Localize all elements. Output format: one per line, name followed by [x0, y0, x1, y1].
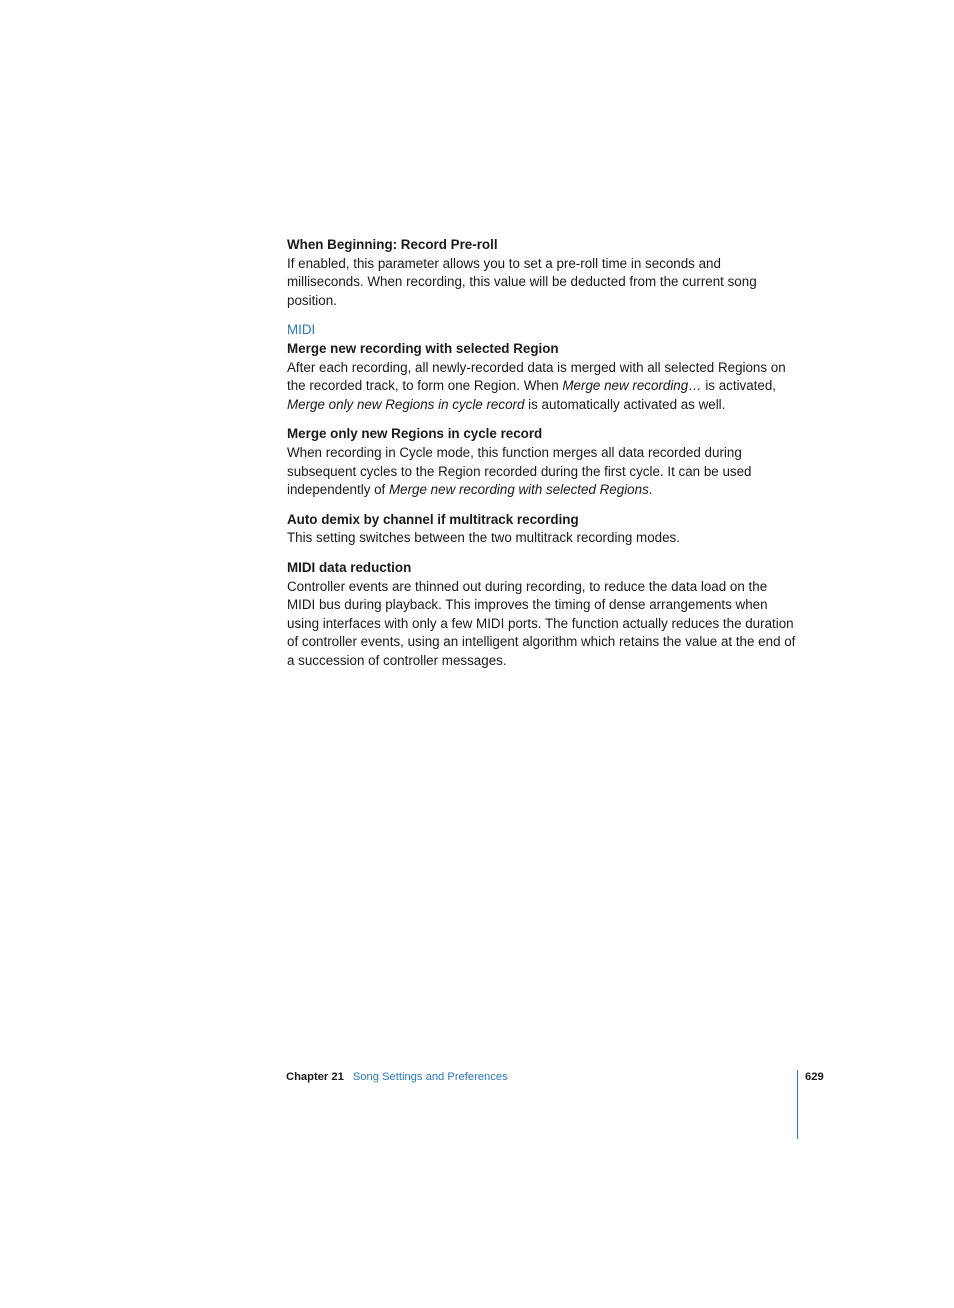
definition-term: Auto demix by channel if multitrack recording [287, 511, 579, 527]
chapter-label: Chapter 21 [286, 1071, 344, 1083]
definition-term: When Beginning: Record Pre-roll [287, 237, 498, 252]
footer-chapter [286, 1069, 508, 1085]
chapter-title: Song Settings and Preferences [352, 1071, 508, 1083]
text-run: Controller events are thinned out during recording, to reduce the data load on the MIDI bus during playback. This improves the timing of dense arrangements when using interfaces with only a few MIDI ports. The function actually reduces the duration of controller events, using an intelligent algorithm which retains the value at the end of a succession of controller messages. [287, 578, 796, 668]
emphasized-text: Merge only new Regions in cycle record [287, 396, 525, 412]
definition-entry [287, 340, 799, 414]
page-body [287, 236, 799, 681]
definition-entry [287, 511, 799, 548]
emphasized-text: Merge new recording with selected Regions [389, 482, 649, 498]
definition-description [287, 444, 799, 500]
page-number: 629 [805, 1071, 824, 1083]
text-run: is activated, [701, 378, 777, 394]
definition-description [287, 578, 799, 671]
definition-description [287, 529, 799, 548]
definition-entry [287, 236, 799, 310]
definition-entry [287, 559, 799, 671]
section-heading-midi: MIDI [287, 322, 316, 338]
definition-entry [287, 425, 799, 499]
entries-top [287, 236, 799, 310]
entries-midi [287, 340, 799, 671]
definition-term: Merge only new Regions in cycle record [287, 426, 543, 442]
definition-description [287, 359, 799, 415]
emphasized-text: Merge new recording… [562, 378, 702, 394]
definition-term: Merge new recording with selected Region [287, 340, 559, 356]
definition-description [287, 255, 799, 311]
text-run: After each recording, all newly-recorded data is merged with all selected Regions on the recorded track, to form one Region. When [287, 359, 786, 394]
text-run: This setting switches between the two multitrack recording modes. [287, 530, 680, 546]
text-run: . [648, 482, 653, 498]
text-run: When recording in Cycle mode, this function merges all data recorded during subsequent cycles to the Region recorded during the first cycle. It can be used independently of [287, 444, 752, 498]
definition-term: MIDI data reduction [287, 559, 412, 575]
footer-divider [797, 1070, 798, 1139]
text-run: is automatically activated as well. [524, 396, 726, 412]
text-run: If enabled, this parameter allows you to set a pre-roll time in seconds and milliseconds. When recording, this value will be deducted from the current song position. [287, 255, 757, 308]
